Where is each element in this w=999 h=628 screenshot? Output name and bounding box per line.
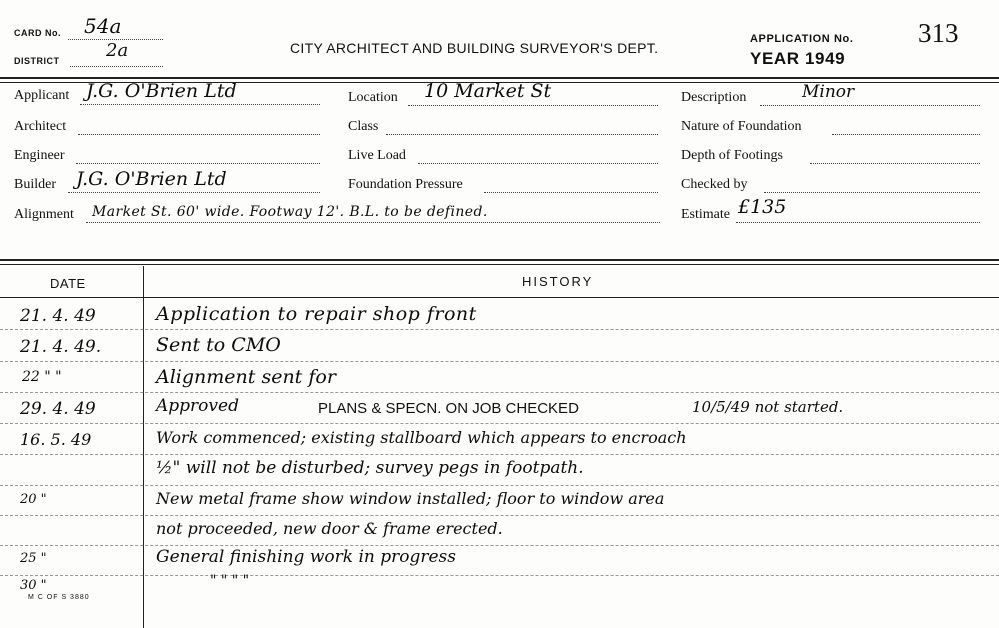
card-no-label: CARD No. bbox=[14, 28, 61, 38]
history-date: 30 " bbox=[20, 578, 47, 593]
plans-checked-stamp: PLANS & SPECN. ON JOB CHECKED bbox=[318, 400, 579, 417]
checked-by-label: Checked by bbox=[681, 177, 748, 192]
history-entry: Application to repair shop front bbox=[156, 303, 477, 325]
history-entry: Sent to CMO bbox=[156, 334, 281, 356]
history-entry: Work commenced; existing stallboard which appears to encroach bbox=[156, 428, 687, 447]
nature-of-foundation-label: Nature of Foundation bbox=[681, 119, 802, 134]
applicant-label: Applicant bbox=[14, 88, 70, 103]
card-no-value: 54a bbox=[84, 14, 122, 38]
alignment-label: Alignment bbox=[14, 207, 74, 222]
history-date: 20 " bbox=[20, 492, 47, 507]
estimate-label: Estimate bbox=[681, 207, 730, 222]
builder-label: Builder bbox=[14, 177, 56, 192]
history-date: 16. 5. 49 bbox=[20, 430, 92, 449]
department-title: CITY ARCHITECT AND BUILDING SURVEYOR'S DEPT. bbox=[290, 40, 659, 56]
district-value: 2a bbox=[106, 40, 129, 61]
date-column-header: DATE bbox=[50, 276, 86, 291]
header-rule bbox=[0, 77, 999, 79]
history-date: 22 " " bbox=[22, 369, 62, 385]
history-entry: General finishing work in progress bbox=[156, 547, 456, 567]
history-entry: ½" will not be disturbed; survey pegs in footpath. bbox=[156, 458, 584, 478]
history-entry: not proceeded, new door & frame erected. bbox=[156, 519, 503, 538]
alignment-value: Market St. 60' wide. Footway 12'. B.L. to be defined. bbox=[92, 204, 488, 220]
year-label: YEAR 1949 bbox=[750, 49, 846, 68]
estimate-value: £135 bbox=[738, 196, 787, 218]
stamp-note: 10/5/49 not started. bbox=[692, 398, 844, 416]
engineer-label: Engineer bbox=[14, 148, 65, 163]
district-label: DISTRICT bbox=[14, 56, 60, 66]
location-value: 10 Market St bbox=[424, 80, 552, 102]
description-label: Description bbox=[681, 90, 747, 105]
live-load-label: Live Load bbox=[348, 148, 406, 163]
history-date: 21. 4. 49. bbox=[20, 337, 102, 357]
history-column-header: HISTORY bbox=[522, 274, 594, 289]
application-no-label: APPLICATION No. bbox=[750, 33, 854, 45]
application-number: 313 bbox=[918, 18, 959, 48]
history-date: 21. 4. 49 bbox=[20, 306, 96, 326]
date-column-divider bbox=[143, 266, 144, 628]
depth-of-footings-label: Depth of Footings bbox=[681, 148, 783, 163]
description-value: Minor bbox=[802, 82, 855, 102]
history-entry: " " " " bbox=[210, 573, 250, 589]
form-code: M C OF S 3880 bbox=[28, 594, 90, 601]
history-date: 29. 4. 49 bbox=[20, 399, 96, 419]
class-label: Class bbox=[348, 119, 379, 134]
architect-label: Architect bbox=[14, 119, 67, 134]
history-date: 25 " bbox=[20, 551, 47, 566]
history-entry: Approved bbox=[156, 396, 239, 416]
foundation-pressure-label: Foundation Pressure bbox=[348, 177, 463, 192]
history-entry: New metal frame show window installed; floor to window area bbox=[156, 489, 665, 508]
location-label: Location bbox=[348, 90, 398, 105]
section-divider bbox=[0, 259, 999, 261]
history-entry: Alignment sent for bbox=[156, 366, 336, 388]
builder-value: J.G. O'Brien Ltd bbox=[76, 168, 227, 190]
applicant-value: J.G. O'Brien Ltd bbox=[86, 80, 237, 102]
